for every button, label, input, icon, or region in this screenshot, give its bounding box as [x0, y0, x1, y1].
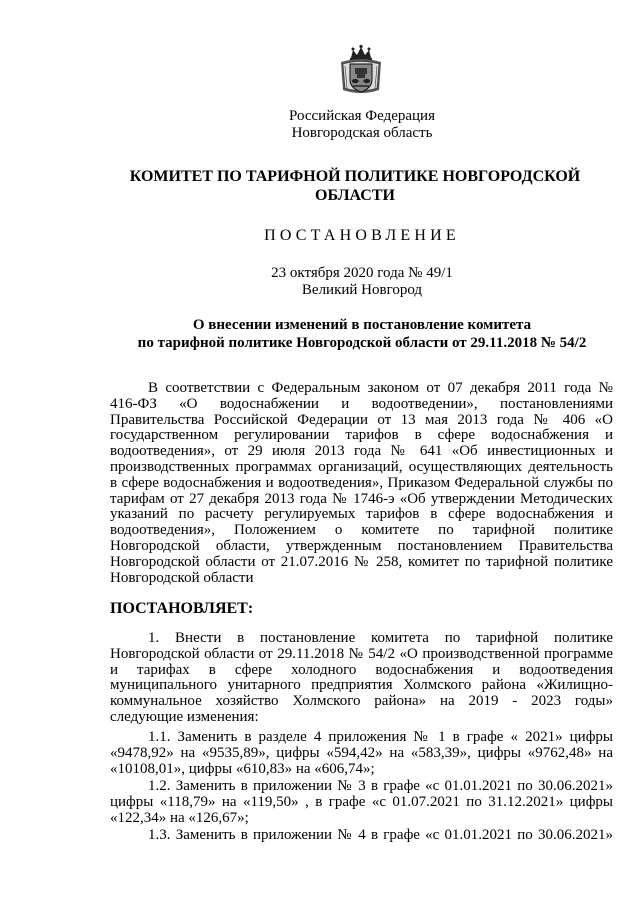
- preamble-line: В соответствии с Федеральным законом от 07 декабря 2011 года №: [148, 380, 613, 396]
- preamble-line: водоотведения», от 29 июля 2013 года № 641 «Об инвестиционных и: [110, 443, 613, 460]
- preamble-line: в сфере водоснабжения и водоотведения», Приказом Федеральной службы по: [110, 474, 613, 491]
- preamble-line: государственном регулировании тарифов в сфере водоснабжения и: [110, 427, 613, 444]
- item-1-line: муниципального унитарного предприятия Холмского района «Жилищно-: [110, 677, 613, 694]
- item-1-2-line: «122,34» на «126,67»;: [110, 809, 249, 826]
- preamble-line: водоотведения», Положением о комитете по тарифной политике: [110, 522, 613, 539]
- preamble-line: Новгородской области: [110, 569, 254, 586]
- header-country: Российская Федерация: [289, 108, 435, 124]
- item-1-3-paragraph: [110, 828, 613, 844]
- item-1-line: 1. Внести в постановление комитета по тарифной политике: [148, 630, 613, 646]
- decree-word: ПОСТАНОВЛЯЕТ:: [110, 600, 254, 617]
- document-title-line1: О внесении изменений в постановление комитета: [192, 317, 532, 333]
- document-type: ПОСТАНОВЛЕНИЕ: [264, 227, 460, 244]
- item-1-line: следующие изменения:: [110, 708, 259, 725]
- item-1-1-line: «9478,92» на «9535,89», цифры «594,42» на «583,39», цифры «9762,48» на: [110, 744, 613, 761]
- preamble-line: Новгородской области от 21.07.2016 № 258, комитет по тарифной политике: [110, 553, 613, 570]
- item-1-line: коммунальное хозяйство Холмского района» на 2019 - 2023 годы»: [110, 693, 613, 710]
- document-title-line2: по тарифной политике Новгородской области от 29.11.2018 № 54/2: [137, 335, 587, 351]
- preamble-line: тарифам от 27 декабря 2013 года № 1746-э «Об утверждении Методических: [110, 490, 613, 507]
- item-1-2-line: 1.2. Заменить в приложении № 3 в графе «с 01.01.2021 по 30.06.2021»: [148, 778, 613, 794]
- document-date-number: 23 октября 2020 года № 49/1: [271, 265, 453, 281]
- preamble-line: указаний по расчету регулируемых тарифов в сфере водоснабжения и: [110, 506, 613, 523]
- committee-name-line2: ОБЛАСТИ: [315, 187, 395, 204]
- item-1-1-line: «10108,01», цифры «610,83» на «606,74»;: [110, 760, 375, 777]
- document-place: Великий Новгород: [301, 282, 423, 298]
- item-1-2-paragraph: [110, 779, 613, 826]
- header-region: Новгородская область: [291, 125, 433, 141]
- novgorod-coat-of-arms-icon: [335, 44, 387, 96]
- item-1-line: и тарифах в сфере холодного водоснабжения и водоотведения: [110, 661, 613, 678]
- item-1-paragraph: [110, 631, 613, 726]
- item-1-3-line: 1.3. Заменить в приложении № 4 в графе «с 01.01.2021 по 30.06.2021»: [148, 827, 613, 843]
- preamble-line: Правительства Российской Федерации от 13 мая 2013 года № 406 «О: [110, 411, 613, 428]
- preamble-line: производственных программах организаций, осуществляющих деятельность: [110, 458, 613, 475]
- preamble-line: Новгородской области, утвержденным постановлением Правительства: [110, 537, 613, 554]
- item-1-1-paragraph: [110, 730, 613, 777]
- item-1-2-line: цифры «118,79» на «119,50» , в графе «с 01.07.2021 по 31.12.2021» цифры: [110, 793, 613, 810]
- committee-name-line1: КОМИТЕТ ПО ТАРИФНОЙ ПОЛИТИКЕ НОВГОРОДСКОЙ: [129, 168, 581, 185]
- preamble-paragraph: [110, 381, 613, 586]
- item-1-line: Новгородской области от 29.11.2018 № 54/2 «О производственной программе: [110, 645, 613, 662]
- item-1-1-line: 1.1. Заменить в разделе 4 приложения № 1 в графе « 2021» цифры: [148, 729, 613, 745]
- preamble-line: 416-ФЗ «О водоснабжении и водоотведении», постановлениями: [110, 395, 613, 412]
